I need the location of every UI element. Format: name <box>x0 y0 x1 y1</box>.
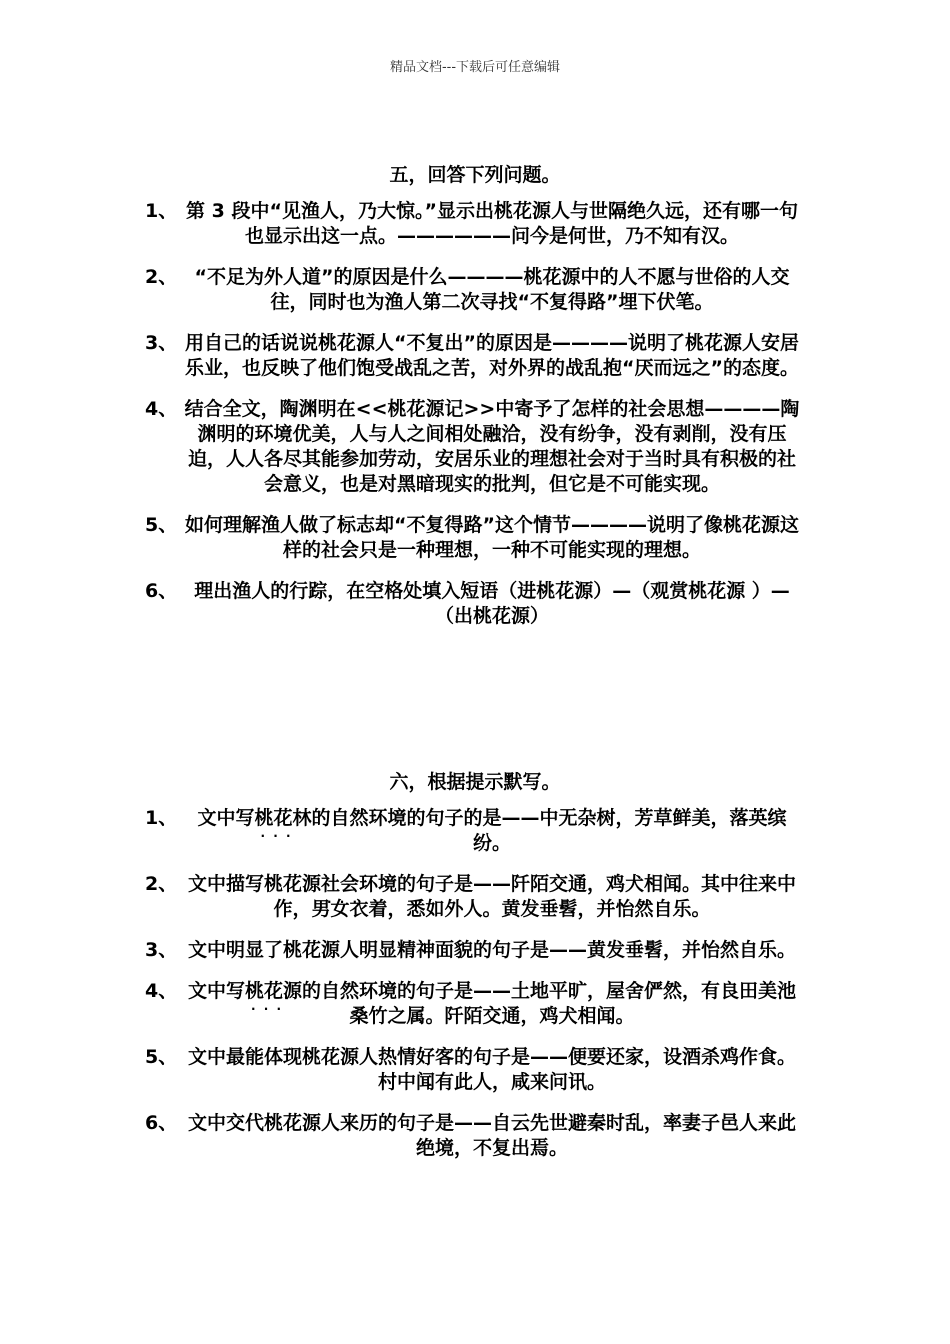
page-header: 精品文档---下载后可任意编辑 <box>389 60 561 75</box>
question-item <box>145 199 805 249</box>
item-number: 3、 <box>145 939 178 961</box>
item-number: 3、 <box>145 332 178 354</box>
item-text: 结合全文，陶渊明在<<桃花源记>>中寄予了怎样的社会思想————陶渊明的环境优美，人与人之间相处融洽，没有纷争，没有剥削，没有压迫，人人各尽其能参加劳动，安居乐业的理想社会对于当时具有积极的社会意义，也是对黑暗现实的批判，但它是不可能实现。 <box>184 398 800 495</box>
section-title: 六，根据提示默写。 <box>389 771 561 793</box>
item-number: 2、 <box>145 873 178 895</box>
emphasized-text: 社会 · · · <box>321 873 359 895</box>
item-number: 6、 <box>145 1112 178 1134</box>
item-number: 1、 <box>145 200 178 222</box>
item-text: 第 3 段中“见渔人，乃大惊。”显示出桃花源人与世隔绝久远，还有哪一句也显示出这一点。——————问今是何世，乃不知有汉。 <box>186 200 798 247</box>
item-text: 理出渔人的行踪，在空格处填入短语（进桃花源）—（观赏桃花源 ）—（出桃花源） <box>194 580 790 627</box>
item-number: 4、 <box>145 980 178 1002</box>
item-text: 文中交代桃花源人来历的句子是——自云先世避秦时乱，率妻子邑人来此绝境，不复出焉。 <box>187 1112 796 1159</box>
dictation-item <box>145 806 805 856</box>
item-text <box>179 979 805 1029</box>
item-text: 文中最能体现桃花源人热情好客的句子是——便要还家，设酒杀鸡作食。村中闻有此人，咸来问讯。 <box>187 1046 796 1093</box>
dictation-item <box>145 979 805 1029</box>
question-item <box>145 331 805 381</box>
item-number: 6、 <box>145 580 178 602</box>
item-number: 1、 <box>145 807 178 829</box>
item-text: 文中明显了桃花源人明显精神面貌的句子是——黄发垂髫，并怡然自乐。 <box>187 939 796 961</box>
text-post: 的自然环境的句子的是——中无杂树，芳草鲜美，落英缤纷。 <box>311 807 787 854</box>
item-text: 如何理解渔人做了标志却“不复得路”这个情节————说明了像桃花源这样的社会只是一种理想，一种不可能实现的理想。 <box>185 514 799 561</box>
text-pre: 文中写 <box>187 980 245 1002</box>
text-pre: 文中描写桃花源 <box>187 873 321 895</box>
dictation-item <box>145 872 805 922</box>
emphasized-text: 桃花源 · · · <box>245 980 302 1002</box>
text-pre: 文中写 <box>197 807 255 829</box>
item-text: “不足为外人道”的原因是什么————桃花源中的人不愿与世俗的人交往，同时也为渔人第二次寻找“不复得路”埋下伏笔。 <box>194 266 790 313</box>
emphasized-text: 桃花林 · · · <box>254 807 311 829</box>
item-number: 2、 <box>145 266 178 288</box>
item-text: 用自己的话说说桃花源人“不复出”的原因是————说明了桃花源人安居乐业，也反映了他们饱受战乱之苦，对外界的战乱抱“厌而远之”的态度。 <box>185 332 799 379</box>
question-item <box>145 579 805 629</box>
text-post: 的自然环境的句子是——土地平旷，屋舍俨然，有良田美池桑竹之属。阡陌交通，鸡犬相闻。 <box>302 980 797 1027</box>
item-number: 4、 <box>145 398 178 420</box>
section-answer-questions <box>0 160 950 645</box>
item-text <box>179 872 805 922</box>
dictation-item <box>145 1045 805 1095</box>
section-title: 五，回答下列问题。 <box>389 164 561 186</box>
question-item <box>145 265 805 315</box>
item-number: 5、 <box>145 514 178 536</box>
item-text <box>179 806 805 856</box>
text-post: 环境的句子是——阡陌交通，鸡犬相闻。其中往来中作，男女衣着，悉如外人。黄发垂髫，并怡然自乐。 <box>273 873 797 920</box>
item-number: 5、 <box>145 1046 178 1068</box>
question-item <box>145 513 805 563</box>
question-item <box>145 397 805 497</box>
section-dictation <box>0 767 950 1177</box>
dictation-item <box>145 938 805 963</box>
dictation-item <box>145 1111 805 1161</box>
